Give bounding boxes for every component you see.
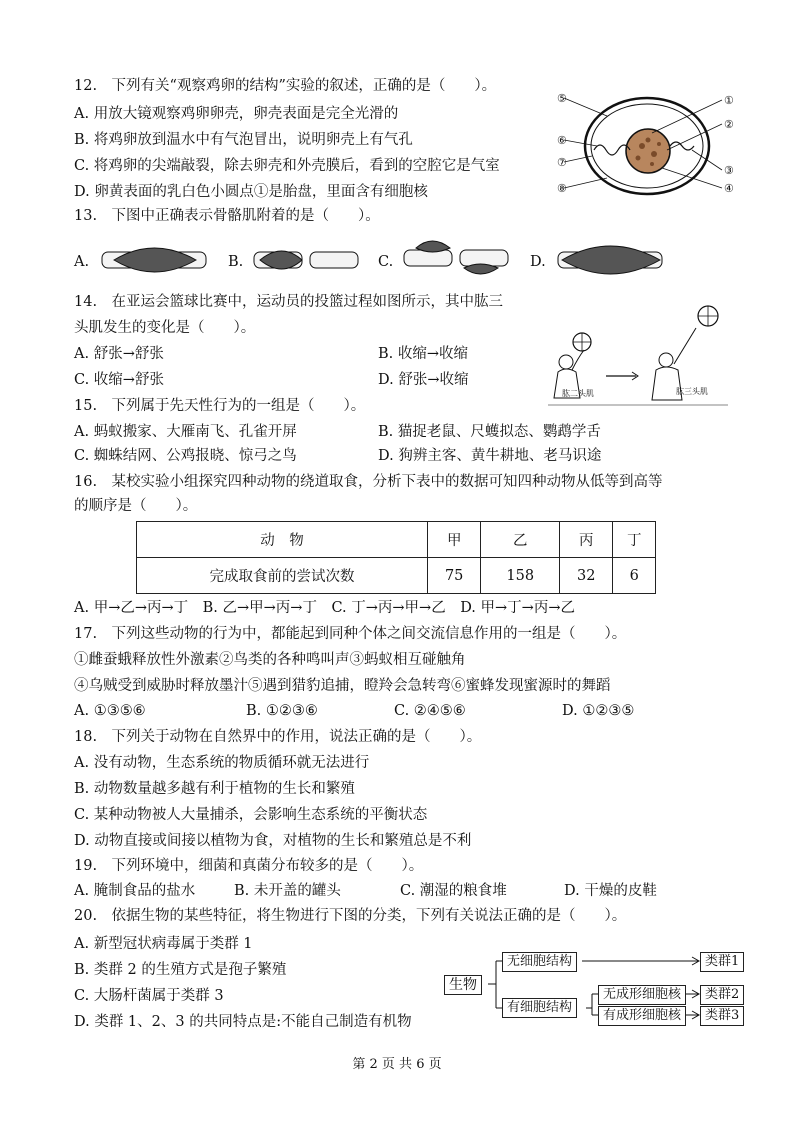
- diagram-has-nucleus: 有成形细胞核: [598, 1006, 686, 1026]
- q12-option-c: C. 将鸡卵的尖端敲裂，除去卵壳和外壳膜后，看到的空腔它是气室: [74, 158, 500, 174]
- q15-option-d: D. 狗辨主客、黄牛耕地、老马识途: [378, 448, 602, 464]
- q18-stem: 18. 下列关于动物在自然界中的作用，说法正确的是（ ）。: [74, 729, 482, 745]
- table-cell: 甲: [428, 522, 481, 558]
- q15-option-c: C. 蜘蛛结网、公鸡报晓、惊弓之鸟: [74, 448, 297, 464]
- diagram-group-3: 类群3: [700, 1006, 744, 1026]
- table-cell: 丁: [613, 522, 656, 558]
- egg-label-3: ③: [724, 164, 734, 177]
- table-cell: 158: [481, 558, 560, 594]
- muscle-diagram-a: [100, 240, 210, 280]
- q16-options: A. 甲→乙→丙→丁 B. 乙→甲→丙→丁 C. 丁→丙→甲→乙 D. 甲→丁→丙→乙: [74, 600, 575, 616]
- egg-label-7: ⑦: [557, 156, 567, 169]
- diagram-has-cell-structure: 有细胞结构: [502, 998, 577, 1018]
- q15-option-a: A. 蚂蚁搬家、大雁南飞、孔雀开屏: [74, 424, 297, 440]
- egg-label-4: ④: [724, 182, 734, 195]
- table-row: [137, 558, 656, 594]
- q12-option-d: D. 卵黄表面的乳白色小圆点①是胎盘，里面含有细胞核: [74, 184, 428, 200]
- q20-option-d: D. 类群 1、2、3 的共同特点是:不能自己制造有机物: [74, 1014, 412, 1030]
- q20-stem: 20. 依据生物的某些特征，将生物进行下图的分类，下列有关说法正确的是（ ）。: [74, 908, 627, 924]
- muscle-diagram-d: [556, 240, 666, 280]
- egg-label-5: ⑤: [557, 92, 567, 105]
- diagram-root-organism: 生物: [444, 975, 482, 995]
- egg-label-8: ⑧: [557, 182, 567, 195]
- q12-stem: 12. 下列有关“观察鸡卵的结构”实验的叙述，正确的是（ ）。: [74, 78, 497, 94]
- q18-option-a: A. 没有动物，生态系统的物质循环就无法进行: [74, 755, 370, 771]
- q14-option-a: A. 舒张→舒张: [74, 346, 164, 362]
- page-footer: 第 2 页 共 6 页: [352, 1057, 442, 1072]
- table-cell: 75: [428, 558, 481, 594]
- q17-stem: 17. 下列这些动物的行为中，都能起到同种个体之间交流信息作用的一组是（ ）。: [74, 626, 627, 642]
- q20-option-b: B. 类群 2 的生殖方式是孢子繁殖: [74, 962, 287, 978]
- diagram-no-cell-structure: 无细胞结构: [502, 952, 577, 972]
- q17-option-c: C. ②④⑤⑥: [394, 703, 466, 719]
- q12-option-a: A. 用放大镜观察鸡卵卵壳，卵壳表面是完全光滑的: [74, 106, 399, 122]
- q13-option-b: B.: [228, 254, 244, 270]
- q19-option-c: C. 潮湿的粮食堆: [400, 883, 507, 899]
- q18-option-b: B. 动物数量越多越有利于植物的生长和繁殖: [74, 781, 355, 797]
- table-cell: 乙: [481, 522, 560, 558]
- table-cell: 完成取食前的尝试次数: [137, 558, 428, 594]
- table-cell: 丙: [560, 522, 613, 558]
- q18-option-c: C. 某种动物被人大量捕杀，会影响生态系统的平衡状态: [74, 807, 428, 823]
- q20-option-a: A. 新型冠状病毒属于类群 1: [74, 936, 253, 952]
- table-cell: 6: [613, 558, 656, 594]
- diagram-group-1: 类群1: [700, 952, 744, 972]
- q14-option-b: B. 收缩→收缩: [378, 346, 469, 362]
- egg-label-6: ⑥: [557, 134, 567, 147]
- q13-option-d: D.: [530, 254, 546, 270]
- q13-option-c: C.: [378, 254, 394, 270]
- q19-stem: 19. 下列环境中，细菌和真菌分布较多的是（ ）。: [74, 858, 424, 874]
- egg-label-2: ②: [724, 118, 734, 131]
- q12-option-b: B. 将鸡卵放到温水中有气泡冒出，说明卵壳上有气孔: [74, 132, 413, 148]
- q14-stem-line2: 头肌发生的变化是（ ）。: [74, 320, 256, 336]
- q17-option-b: B. ①②③⑥: [246, 703, 318, 719]
- q14-option-c: C. 收缩→舒张: [74, 372, 164, 388]
- muscle-diagram-b: [252, 240, 362, 280]
- q14-stem-line1: 14. 在亚运会篮球比赛中，运动员的投篮过程如图所示，其中肱三: [74, 294, 504, 310]
- q20-option-c: C. 大肠杆菌属于类群 3: [74, 988, 224, 1004]
- q19-option-d: D. 干燥的皮鞋: [564, 883, 657, 899]
- q18-option-d: D. 动物直接或间接以植物为食，对植物的生长和繁殖总是不利: [74, 833, 472, 849]
- egg-structure-diagram: [552, 88, 742, 203]
- q17-items-line1: ①雌蚕蛾释放性外激素②鸟类的各种鸣叫声③蚂蚁相互碰触角: [74, 652, 466, 668]
- q19-option-b: B. 未开盖的罐头: [234, 883, 341, 899]
- egg-label-1: ①: [724, 94, 734, 107]
- q15-stem: 15. 下列属于先天性行为的一组是（ ）。: [74, 398, 366, 414]
- triceps-label: 肱三头肌: [676, 387, 708, 396]
- q16-stem-line2: 的顺序是（ ）。: [74, 498, 198, 514]
- q16-stem-line1: 16. 某校实验小组探究四种动物的绕道取食，分析下表中的数据可知四种动物从低等到高等: [74, 474, 663, 490]
- q17-items-line2: ④乌贼受到威胁时释放墨汁⑤遇到猎豹追捕，瞪羚会急转弯⑥蜜蜂发现蜜源时的舞蹈: [74, 678, 611, 694]
- diagram-group-2: 类群2: [700, 985, 744, 1005]
- q15-option-b: B. 猫捉老鼠、尺蠖拟态、鹦鹉学舌: [378, 424, 601, 440]
- table-cell: 动 物: [137, 522, 428, 558]
- q14-option-d: D. 舒张→收缩: [378, 372, 469, 388]
- diagram-no-nucleus: 无成形细胞核: [598, 985, 686, 1005]
- q17-option-d: D. ①②③⑤: [562, 703, 635, 719]
- q16-data-table: [136, 521, 656, 594]
- q19-option-a: A. 腌制食品的盐水: [74, 883, 196, 899]
- table-cell: 32: [560, 558, 613, 594]
- biceps-label: 肱二头肌: [562, 389, 594, 398]
- q13-option-a: A.: [74, 254, 90, 270]
- muscle-diagram-c: [402, 236, 512, 280]
- q13-stem: 13. 下图中正确表示骨骼肌附着的是（ ）。: [74, 208, 380, 224]
- q17-option-a: A. ①③⑤⑥: [74, 703, 146, 719]
- table-header-row: [137, 522, 656, 558]
